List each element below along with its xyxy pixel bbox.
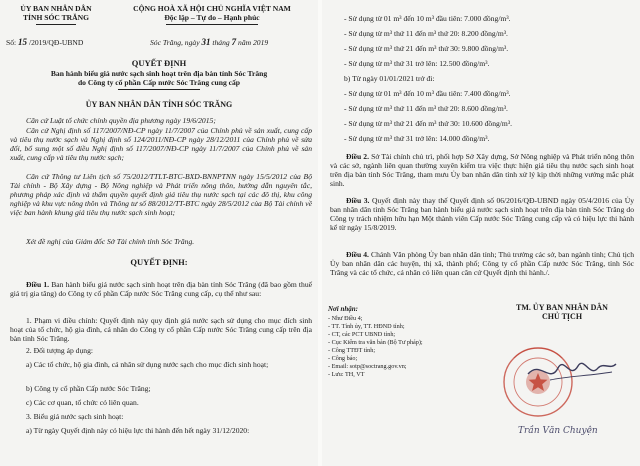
tier-a-3: - Sử dụng từ m³ thứ 21 đến m³ thứ 30: 9.800 đồng/m³. — [344, 44, 509, 53]
recipient-4: - Cục Kiểm tra văn bản (Bộ Tư pháp); — [328, 339, 423, 346]
recipient-2: - TT. Tỉnh ủy, TT. HĐND tỉnh; — [328, 323, 405, 330]
tier-b-2: - Sử dụng từ m³ thứ 11 đến m³ thứ 20: 8.600 đồng/m³. — [344, 104, 508, 113]
recipient-8: - Lưu: TH, VT — [328, 371, 365, 378]
item-2c: c) Các cơ quan, tổ chức có liên quan. — [26, 398, 139, 407]
item-2b: b) Công ty cổ phần Cấp nước Sóc Trăng; — [26, 384, 151, 393]
doc-title: QUYẾT ĐỊNH — [131, 58, 187, 68]
article-1 — [10, 280, 312, 298]
tier-b-3: - Sử dụng từ m³ thứ 21 đến m³ thứ 30: 10.600 đồng/m³. — [344, 119, 512, 128]
agency-underline — [36, 24, 76, 25]
state-line2: Độc lập – Tự do – Hạnh phúc — [164, 13, 260, 22]
page-gutter — [318, 0, 322, 466]
tier-b-4: - Sử dụng từ m³ thứ 31 trở lên: 14.000 đồng/m³. — [344, 134, 490, 143]
doc-number — [6, 38, 83, 47]
tier-a-4: - Sử dụng từ m³ thứ 31 trở lên: 12.500 đồng/m³. — [344, 59, 490, 68]
number-value: 15 — [18, 37, 28, 47]
recipient-1: - Như Điều 4; — [328, 315, 363, 322]
basis-2: Căn cứ Nghị định số 117/2007/NĐ-CP ngày 11/7/2007 của Chính phủ về sản xuất, cung cấp và tiêu thụ nước sạch và Nghị định số 124/2011/NĐ-CP ngày 28/12/2011 của Chính phủ về sửa đổi, bổ sung một số điều Nghị định số 117/2007/NĐ-CP ngày 11/7/2007 của Chính phủ về sản xuất, cung cấp và tiêu thụ nước sạch; — [10, 126, 312, 162]
article-2-text: Sở Tài chính chủ trì, phối hợp Sở Xây dựng, Sở Nông nghiệp và Phát triển nông thôn và các sở, ngành liên quan thường xuyên kiểm tra việc thực hiện giá tiêu thụ nước sạch sinh hoạt trên địa bàn tỉnh Sóc Trăng, tham mưu Ủy ban nhân dân tỉnh xử lý kịp thời những vướng mắc phát sinh. — [330, 152, 635, 188]
article-4 — [330, 250, 634, 277]
article-4-text: Chánh Văn phòng Ủy ban nhân dân tỉnh; Thủ trưởng các sở, ban ngành tỉnh; Chủ tịch Ủy ban nhân dân các huyện, thị xã, thành phố; Công ty cổ phần Cấp nước Sóc Trăng, tỉnh Sóc Trăng và các tổ chức, cá nhân có liên quan căn cứ Quyết định thi hành./. — [330, 250, 634, 277]
tier-a-2: - Sử dụng từ m³ thứ 11 đến m³ thứ 20: 8.200 đồng/m³. — [344, 29, 508, 38]
doc-subject-2: do Công ty cổ phần Cấp nước Sóc Trăng cung cấp — [77, 78, 241, 87]
agency-line2: TỈNH SÓC TRĂNG — [22, 13, 90, 22]
article-1-label: Điều 1. — [26, 280, 50, 289]
tier-a-1: - Sử dụng từ 01 m³ đến 10 m³ đầu tiên: 7.000 đồng/m³. — [344, 14, 511, 23]
place-date — [150, 38, 268, 47]
item-2: 2. Đối tượng áp dụng: — [26, 346, 93, 355]
recipients-title: Nơi nhận: — [328, 305, 359, 313]
recipient-7: - Email: sotp@soctrang.gov.vn; — [328, 363, 407, 370]
recipient-3: - CT, các PCT UBND tỉnh; — [328, 331, 396, 338]
number-suffix: /2019/QĐ-UBND — [28, 38, 84, 47]
official-seal-and-signature — [498, 322, 628, 430]
sign-line1: TM. ỦY BAN NHÂN DÂN — [516, 303, 608, 312]
basis-3: Căn cứ Thông tư Liên tịch số 75/2012/TTLT-BTC-BXD-BNNPTNN ngày 15/5/2012 của Bộ Tài chính - Bộ Xây dựng - Bộ Nông nghiệp và Phát triển nông thôn, hướng dẫn nguyên tắc, phương pháp xác định và thẩm quyền quyết định giá tiêu thụ nước sạch tại các đô thị, khu công nghiệp và khu vực nông thôn và Thông tư số 88/2012/TT-BTC ngày 28/5/2012 của Bộ Tài chính về việc ban hành khung giá tiêu thụ nước sạch sinh hoạt; — [10, 172, 312, 217]
item-3: 3. Biểu giá nước sạch sinh hoạt: — [26, 412, 124, 421]
decides-heading: QUYẾT ĐỊNH: — [130, 257, 188, 267]
item-3b: b) Từ ngày 01/01/2021 trở đi: — [344, 74, 435, 83]
recipient-6: - Công báo; — [328, 355, 358, 362]
number-prefix: Số: — [6, 38, 17, 47]
article-4-label: Điều 4. — [346, 250, 369, 259]
item-3a: a) Từ ngày Quyết định này có hiệu lực thi hành đến hết ngày 31/12/2020: — [26, 426, 250, 435]
state-line1: CỘNG HOÀ XÃ HỘI CHỦ NGHĨA VIỆT NAM — [133, 4, 291, 13]
issuer: ỦY BAN NHÂN DÂN TỈNH SÓC TRĂNG — [85, 100, 233, 109]
signer-name: Trần Văn Chuyện — [518, 426, 598, 436]
basis-1: Căn cứ Luật tổ chức chính quyền địa phương ngày 19/6/2015; — [26, 116, 216, 125]
date-year: năm 2019 — [238, 38, 269, 47]
article-2-label: Điều 2. — [346, 152, 369, 161]
article-2 — [330, 152, 634, 188]
item-2a: a) Các tổ chức, hộ gia đình, cá nhân sử dụng nước sạch cho mục đích sinh hoạt; — [26, 360, 269, 369]
subject-underline — [118, 89, 200, 90]
date-day: 31 — [201, 37, 211, 47]
state-underline — [166, 24, 258, 25]
tier-b-1: - Sử dụng từ 01 m³ đến 10 m³ đầu tiên: 7.400 đồng/m³. — [344, 89, 511, 98]
agency-line1: ỦY BAN NHÂN DÂN — [20, 4, 92, 13]
article-3-label: Điều 3. — [346, 196, 370, 205]
date-prefix: Sóc Trăng, ngày — [150, 38, 200, 47]
date-mid: tháng — [212, 38, 230, 47]
article-3-text: Quyết định này thay thế Quyết định số 06/2016/QĐ-UBND ngày 05/4/2016 của Ủy ban nhân dân tỉnh Sóc Trăng ban hành biểu giá nước sạch sinh hoạt trên địa bàn tỉnh Sóc Trăng do Công ty trách nhiệm hữu hạn Một thành viên Cấp nước Sóc Trăng cung cấp và có hiệu lực thi hành kể từ ngày 15/8/2019. — [330, 196, 635, 232]
basis-4: Xét đề nghị của Giám đốc Sở Tài chính tỉnh Sóc Trăng. — [26, 237, 195, 246]
date-month: 7 — [231, 37, 237, 47]
article-1-text: Ban hành biểu giá nước sạch sinh hoạt trên địa bàn tỉnh Sóc Trăng (đã bao gồm thuế giá trị gia tăng) do Công ty cổ phần Cấp nước Sóc Trăng cung cấp, cụ thể như sau: — [10, 280, 313, 298]
official-seal-icon — [504, 348, 572, 416]
doc-subject-1: Ban hành biểu giá nước sạch sinh hoạt trên địa bàn tỉnh Sóc Trăng — [50, 69, 268, 78]
item-1: 1. Phạm vi điều chỉnh: Quyết định này quy định giá nước sạch sử dụng cho mục đích sinh hoạt của tổ chức, hộ gia đình, cá nhân do Công ty cổ phần Cấp nước Sóc Trăng cung cấp trên địa bàn tỉnh Sóc Trăng. — [10, 316, 312, 343]
article-3 — [330, 196, 634, 232]
recipient-5: - Công TTĐT tỉnh; — [328, 347, 376, 354]
sign-line2: CHỦ TỊCH — [541, 312, 583, 321]
